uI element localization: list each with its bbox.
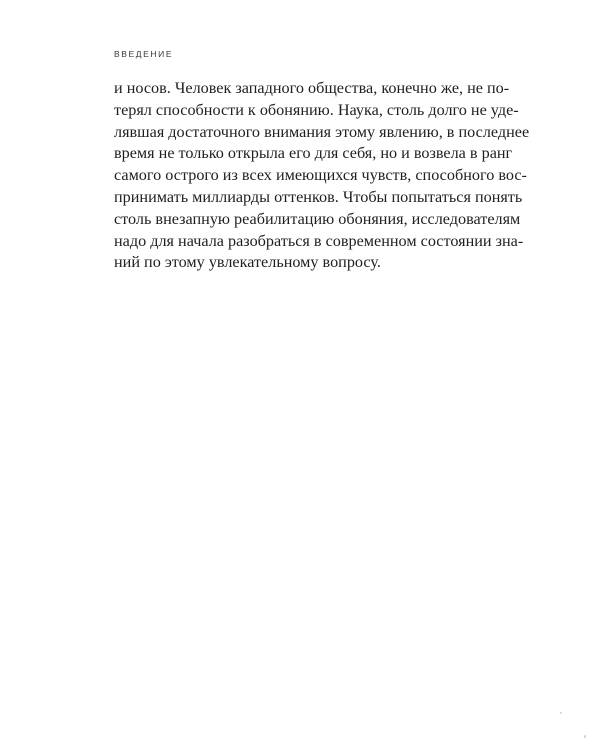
scan-speck [560, 712, 562, 714]
paragraph-line: столь внезапную реабилитацию обоняния, исследователям [114, 209, 521, 228]
paragraph-line: и носов. Человек западного общества, конечно же, не по- [114, 79, 510, 97]
running-head: ВВЕДЕНИЕ [114, 49, 174, 59]
body-paragraph [114, 78, 530, 274]
paragraph-line: время не только открыла его для себя, но и возвела в ранг [114, 144, 513, 163]
scan-speck [584, 735, 586, 738]
paragraph-line: ний по этому увлекательному вопросу. [114, 253, 381, 272]
paragraph-line: принимать миллиарды оттенков. Чтобы попытаться понять [114, 187, 523, 206]
paragraph-line: терял способности к обонянию. Наука, столь долго не уде- [114, 100, 519, 119]
paragraph-line: самого острого из всех имеющихся чувств, способного вос- [114, 166, 527, 185]
paragraph-line: надо для начала разобраться в современном состоянии зна- [114, 231, 524, 250]
paragraph-line: лявшая достаточного внимания этому явлению, в последнее [114, 122, 530, 141]
